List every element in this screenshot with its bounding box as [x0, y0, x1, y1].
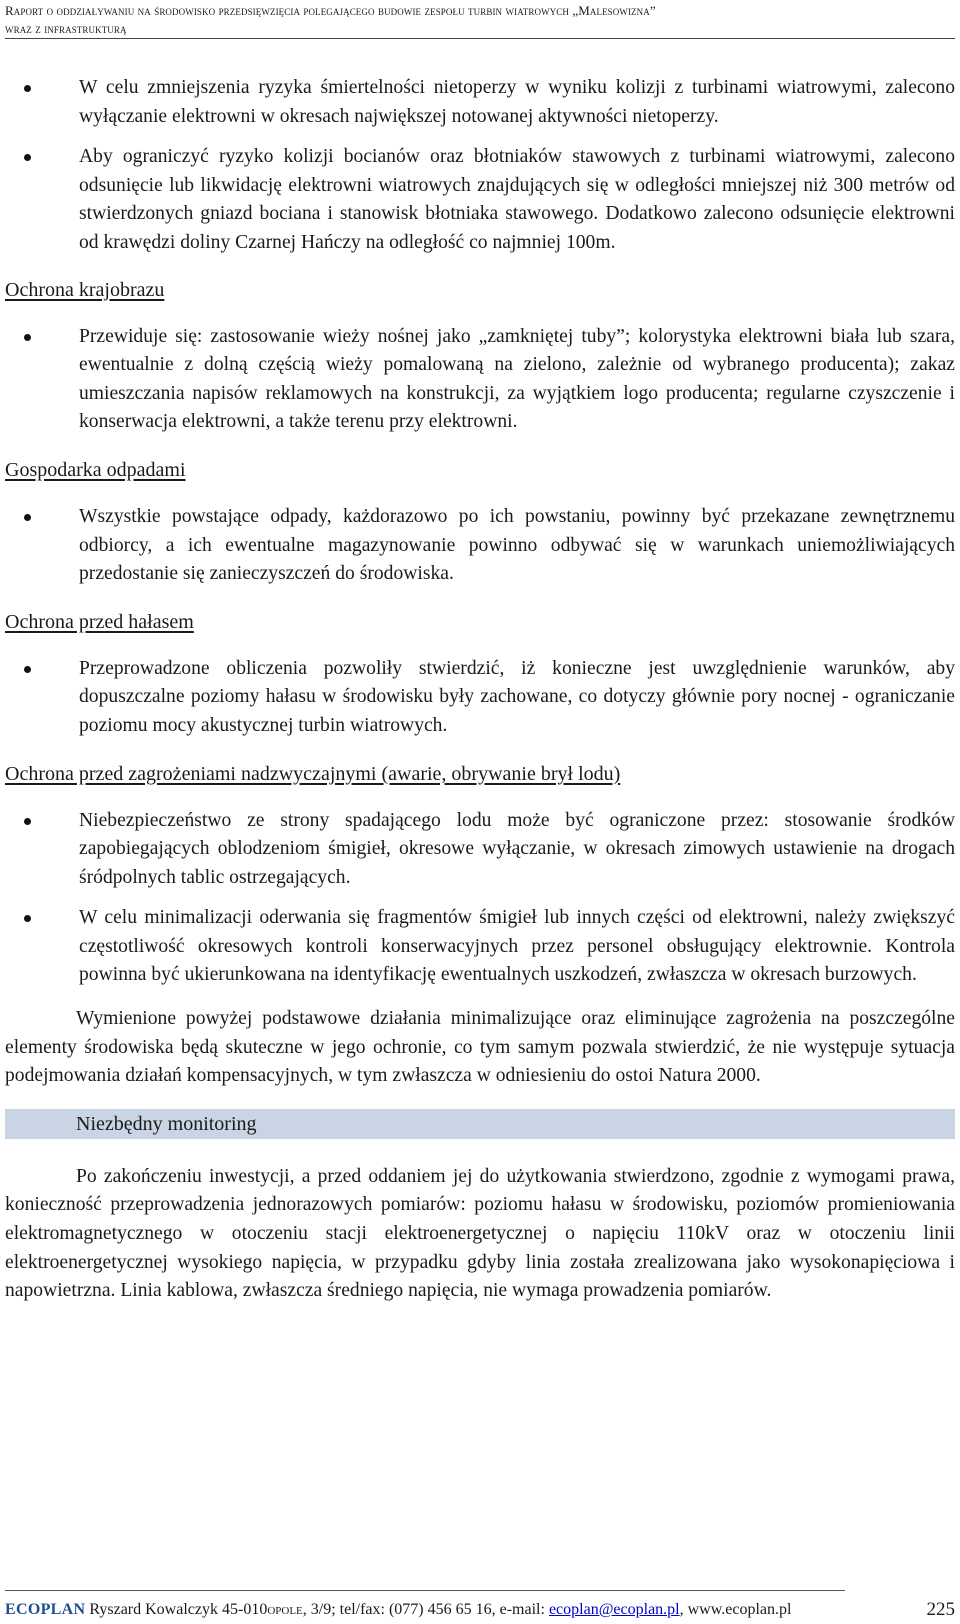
- bullet-text: Przeprowadzone obliczenia pozwoliły stwierdzić, iż konieczne jest uwzględnienie warunków, aby dopuszczalne poziomy hałasu w środowisku były zachowane, co dotyczy głównie pory nocnej - ograniczanie poziomu mocy akustycznej turbin wiatrowych.: [79, 657, 955, 736]
- bullet-icon: [24, 666, 31, 673]
- footer-city: opole: [267, 1601, 303, 1618]
- monitoring-paragraph: Po zakończeniu inwestycji, a przed oddaniem jej do użytkowania stwierdzono, zgodnie z wymogami prawa, konieczność przeprowadzenia jednorazowych pomiarów: poziomu hałasu w środowisku, poziomów promieniowania elektromagnetycznego w otoczeniu stacji elektroenergetycznej o napięciu 110kV oraz w otoczeniu linii elektroenergetycznej wysokiego napięcia, w przypadku gdyby linia została zrealizowana jako wysokonapięciowa i napowietrzna. Linia kablowa, zwłaszcza średniego napięcia, nie wymaga prowadzenia pomiarów.: [5, 1165, 955, 1302]
- footer-divider: [5, 1590, 845, 1591]
- emergency-bullet-list: [5, 807, 955, 991]
- bullet-text: Niebezpieczeństwo ze strony spadającego lodu może być ograniczone przez: stosowanie środków zapobiegających oblodzeniom śmigieł, okresowe wyłączanie, w okresach zimowych ustawienie na drogach śródpolnych tablic ostrzegających.: [79, 809, 955, 888]
- list-item: [5, 807, 955, 893]
- footer-address: , 3/9; tel/fax: (077) 456 65 16, e-mail:: [302, 1601, 549, 1618]
- section-title-emergency: Ochrona przed zagrożeniami nadzwyczajnymi (awarie, obrywanie brył lodu): [5, 762, 621, 785]
- bullet-icon: [24, 818, 31, 825]
- section-title-landscape: Ochrona krajobrazu: [5, 278, 165, 301]
- list-item: [5, 503, 955, 589]
- page-number: 225: [926, 1599, 955, 1620]
- noise-bullet-list: [5, 655, 955, 741]
- footer-brand: ECOPLAN: [5, 1601, 86, 1618]
- monitoring-heading-banner: [5, 1109, 955, 1139]
- header-title-line-2: wraz z infrastrukturą: [5, 21, 127, 36]
- landscape-bullet-list: [5, 323, 955, 437]
- bullet-text: W celu zmniejszenia ryzyka śmiertelności nietoperzy w wyniku kolizji z turbinami wiatrowymi, zalecono wyłączanie elektrowni w okresach największej notowanej aktywności nietoperzy.: [79, 77, 955, 127]
- bullet-text: Przewiduje się: zastosowanie wieży nośnej jako „zamkniętej tuby”; kolorystyka elektrowni biała lub szara, ewentualnie z dolną częścią wieży pomalowaną na zielono, zależnie od wybranego producenta); zakaz umieszczania napisów reklamowych na konstrukcji, za wyjątkiem logo producenta; regularne czyszczenie i konserwacja elektrowni, a także terenu przy elektrowni.: [79, 325, 955, 433]
- section-title-waste: Gospodarka odpadami: [5, 458, 186, 481]
- intro-bullet-list: [5, 74, 955, 258]
- section-title-noise: Ochrona przed hałasem: [5, 610, 194, 633]
- footer-website: www.ecoplan.pl: [687, 1601, 792, 1618]
- list-item: [5, 143, 955, 257]
- list-item: [5, 904, 955, 990]
- bullet-text: Wszystkie powstające odpady, każdorazowo po ich powstaniu, powinny być przekazane zewnętrznemu odbiorcy, a ich ewentualne magazynowanie powinno odbywać się w warunkach uniemożliwiających przedostanie się zanieczyszczeń do środowiska.: [79, 505, 955, 585]
- list-item: [5, 74, 955, 131]
- summary-paragraph: Wymienione powyżej podstawowe działania minimalizujące oraz eliminujące zagrożenia na poszczególne elementy środowiska będą skuteczne w jego ochronie, co tym samym pozwala stwierdzić, że nie występuje sytuacja podejmowania działań kompensacyjnych, w tym zwłaszcza w odniesieniu do ostoi Natura 2000.: [5, 1008, 955, 1087]
- bullet-icon: [24, 85, 31, 92]
- bullet-text: Aby ograniczyć ryzyko kolizji bocianów oraz błotniaków stawowych z turbinami wiatrowymi, zalecono odsunięcie lub likwidację elektrowni wiatrowych znajdujących się w odległości mniejszej niż 300 metrów od stwierdzonych gniazd bociana i stanowisk błotniaka stawowego.: [79, 146, 955, 225]
- footer-author: Ryszard Kowalczyk: [89, 1601, 218, 1618]
- bullet-icon: [24, 334, 31, 341]
- page-header: [5, 2, 955, 38]
- footer-postcode: 45-010: [221, 1601, 268, 1618]
- list-item: [5, 323, 955, 437]
- header-title-line-1: Raport o oddziaływaniu na środowisko przedsięwzięcia polegającego budowie zespołu turbin wiatrowych „Malesowizna”: [5, 3, 656, 18]
- document-body: [5, 60, 955, 1306]
- footer-email-link[interactable]: ecoplan@ecoplan.pl: [548, 1601, 680, 1618]
- page-footer: ECOPLAN Ryszard Kowalczyk 45-010opole, 3/9; tel/fax: (077) 456 65 16, e-mail: ecoplan@ecoplan.pl, www.ecoplan.pl 225: [5, 1599, 955, 1620]
- header-divider: [5, 38, 955, 39]
- bullet-icon: [24, 514, 31, 521]
- list-item: [5, 655, 955, 741]
- monitoring-title: Niezbędny monitoring: [76, 1112, 257, 1135]
- waste-bullet-list: [5, 503, 955, 589]
- bullet-icon: [24, 915, 31, 922]
- bullet-icon: [24, 154, 31, 161]
- bullet-text-continued: Dodatkowo zalecono odsunięcie elektrowni od krawędzi doliny Czarnej Hańczy na odległość co najmniej 100m.: [79, 203, 955, 253]
- bullet-text: W celu minimalizacji oderwania się fragmentów śmigieł lub innych części od elektrowni, należy zwiększyć częstotliwość okresowych kontroli konserwacyjnych przez personel obsługujący elektrownie. Kontrola powinna być ukierunkowana na identyfikację ewentualnych uszkodzeń, zwłaszcza w okresach burzowych.: [79, 907, 955, 986]
